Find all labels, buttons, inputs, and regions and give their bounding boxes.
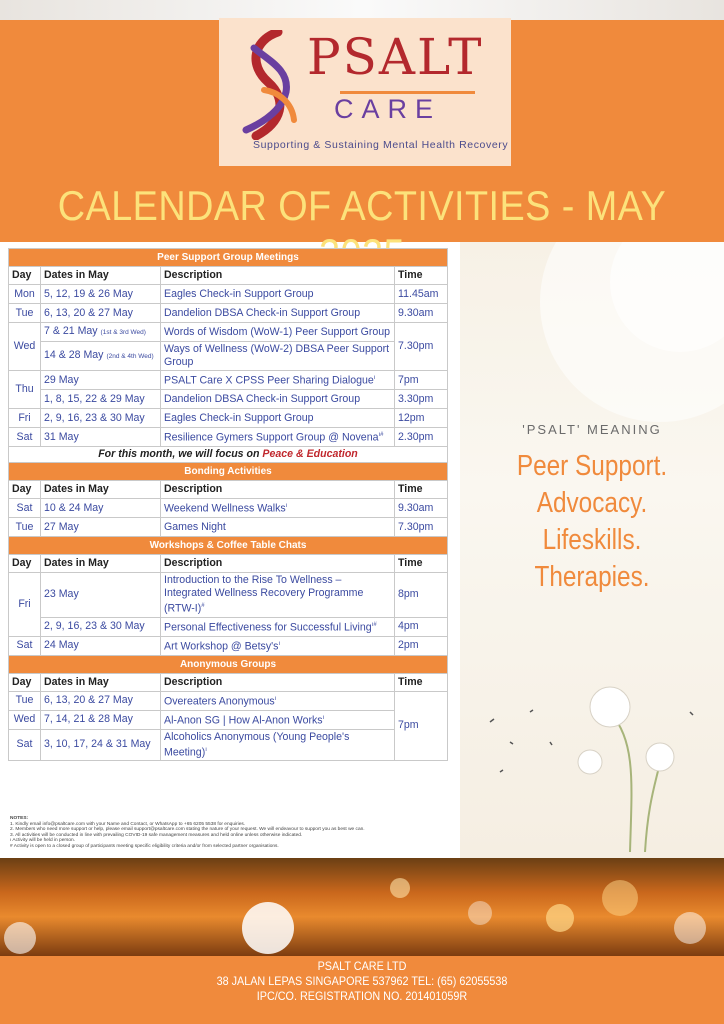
table-row (9, 390, 448, 409)
notes (10, 816, 450, 850)
cell-dates: 31 May (41, 428, 161, 447)
logo-tagline: Supporting & Sustaining Mental Health Recovery (253, 139, 509, 151)
table-row (9, 573, 448, 618)
cell-dates: 2, 9, 16, 23 & 30 May (41, 617, 161, 636)
cell-dates: 27 May (41, 518, 161, 537)
focus-note (9, 447, 448, 463)
desc-text: Al-Anon SG | How Al-Anon Works (164, 714, 323, 727)
cell-time: 8pm (395, 573, 448, 618)
notes-label: NOTES: (10, 816, 29, 821)
cell-day: Fri (9, 409, 41, 428)
cell-desc: Ways of Wellness (WoW-2) DBSA Peer Support Group (161, 342, 395, 371)
cell-time: 2.30pm (395, 428, 448, 447)
cell-dates: 5, 12, 19 & 26 May (41, 285, 161, 304)
cell-time: 7pm (395, 371, 448, 390)
cell-day: Sat (9, 428, 41, 447)
meaning-label: 'PSALT' MEANING (522, 422, 662, 437)
cell-dates: 24 May (41, 636, 161, 655)
meaning-item: Advocacy. (536, 487, 648, 519)
cell-day: Mon (9, 285, 41, 304)
table-row (9, 499, 448, 518)
footnote-mark: ı (205, 746, 207, 753)
desc-text: Art Workshop @ Betsy's (164, 640, 279, 653)
cell-day: Tue (9, 691, 41, 710)
cell-dates: 1, 8, 15, 22 & 29 May (41, 390, 161, 409)
section-title: Bonding Activities (9, 463, 448, 481)
cell-desc: Games Night (161, 518, 395, 537)
cell-day: Wed (9, 710, 41, 729)
cell-desc: Words of Wisdom (WoW-1) Peer Support Group (161, 323, 395, 342)
cell-time: 2pm (395, 636, 448, 655)
col-day: Day (9, 673, 41, 691)
table-row (9, 409, 448, 428)
col-dates: Dates in May (41, 267, 161, 285)
cell-desc (161, 499, 395, 518)
cell-desc (161, 729, 395, 761)
column-header-row (9, 481, 448, 499)
desc-text: Alcoholics Anonymous (Young People's Meeting) (164, 730, 350, 759)
meaning-list (460, 448, 724, 596)
col-dates: Dates in May (41, 673, 161, 691)
section-header (9, 249, 448, 267)
footnote-mark: ı (373, 375, 376, 382)
cell-day: Sat (9, 636, 41, 655)
footnote-mark: ı (274, 695, 277, 702)
psalt-logo-mark-icon (234, 30, 306, 140)
meaning-item: Therapies. (534, 561, 650, 593)
section-title: Workshops & Coffee Table Chats (9, 537, 448, 555)
focus-prefix: For this month, we will focus on (98, 448, 263, 460)
cell-time: 7.30pm (395, 518, 448, 537)
dandelion-field-icon (0, 858, 724, 956)
dates-note: (2nd & 4th Wed) (106, 353, 154, 360)
cell-time: 3.30pm (395, 390, 448, 409)
column-header-row (9, 267, 448, 285)
cell-desc: Eagles Check-in Support Group (161, 409, 395, 428)
section-title: Peer Support Group Meetings (9, 249, 448, 267)
schedule-table (8, 248, 448, 761)
table-row (9, 428, 448, 447)
table-row (9, 691, 448, 710)
col-desc: Description (161, 555, 395, 573)
cell-desc (161, 428, 395, 447)
cell-dates: 10 & 24 May (41, 499, 161, 518)
table-row (9, 518, 448, 537)
cell-dates: 23 May (41, 573, 161, 618)
cell-day: Thu (9, 371, 41, 409)
col-day: Day (9, 555, 41, 573)
footnote-mark: ı (285, 503, 288, 510)
meaning-item: Lifeskills. (542, 524, 642, 556)
cell-dates: 29 May (41, 371, 161, 390)
table-row (9, 371, 448, 390)
section-header (9, 463, 448, 481)
col-time: Time (395, 481, 448, 499)
footnote-mark: ı# (371, 621, 377, 628)
cell-day: Sat (9, 729, 41, 761)
top-band (0, 0, 724, 20)
footnote-mark: # (201, 603, 205, 609)
logo-sub: CARE (334, 94, 442, 124)
cell-day: Wed (9, 323, 41, 371)
cell-day: Fri (9, 573, 41, 637)
cell-time: 4pm (395, 617, 448, 636)
cell-dates (41, 342, 161, 371)
table-row (9, 729, 448, 761)
section-title: Anonymous Groups (9, 655, 448, 673)
cell-dates: 7, 14, 21 & 28 May (41, 710, 161, 729)
cell-dates: 6, 13, 20 & 27 May (41, 691, 161, 710)
cell-time: 9.30am (395, 304, 448, 323)
desc-text: Resilience Gymers Support Group @ Novena (164, 431, 379, 444)
desc-text: Introduction to the Rise To Wellness – Integrated Wellness Recovery Programme (RTW-I) (164, 574, 364, 615)
cell-desc (161, 371, 395, 390)
note-line: 2. Members who need more support or help, please email support@psaltcare.com stating the nature of your request. We will endeavour to support you as best we can. (10, 827, 365, 833)
cell-desc (161, 617, 395, 636)
dates-text: 14 & 28 May (44, 349, 104, 361)
cell-day: Tue (9, 518, 41, 537)
desc-text: PSALT Care X CPSS Peer Sharing Dialogue (164, 374, 374, 387)
focus-row (9, 447, 448, 463)
focus-highlight: Peace & Education (262, 448, 358, 460)
footnote-mark: ı (322, 714, 325, 721)
cell-time: 12pm (395, 409, 448, 428)
footnote-mark: ı# (378, 432, 384, 439)
note-line: ı Activity will be held in person. (10, 838, 76, 844)
col-dates: Dates in May (41, 555, 161, 573)
dates-text: 7 & 21 May (44, 325, 98, 337)
cell-dates: 6, 13, 20 & 27 May (41, 304, 161, 323)
cell-day: Tue (9, 304, 41, 323)
cell-day: Sat (9, 499, 41, 518)
table-row (9, 304, 448, 323)
note-line: 1. Kindly email info@psaltcare.com with your Name and Contact, or WhatsApp to +65 6205 5538 for enquiries. (10, 821, 246, 827)
col-time: Time (395, 267, 448, 285)
logo-name: PSALT (307, 28, 484, 86)
cell-desc (161, 636, 395, 655)
desc-text: Personal Effectiveness for Successful Living (164, 621, 372, 634)
dandelion-photo-strip (0, 858, 724, 956)
cell-time: 7.30pm (395, 323, 448, 371)
cell-desc: Dandelion DBSA Check-in Support Group (161, 304, 395, 323)
schedule-table-wrapper (8, 248, 447, 761)
section-header (9, 537, 448, 555)
footnote-mark: ı (278, 640, 281, 647)
col-dates: Dates in May (41, 481, 161, 499)
footer (0, 956, 724, 1024)
desc-text: Overeaters Anonymous (164, 695, 275, 708)
cell-time: 7pm (395, 691, 448, 761)
col-desc: Description (161, 481, 395, 499)
cell-desc: Eagles Check-in Support Group (161, 285, 395, 304)
table-row (9, 285, 448, 304)
cell-desc (161, 573, 395, 618)
column-header-row (9, 555, 448, 573)
footer-company: PSALT CARE LTD (317, 959, 407, 973)
dates-note: (1st & 3rd Wed) (100, 329, 146, 336)
cell-desc (161, 691, 395, 710)
footer-address: 38 JALAN LEPAS SINGAPORE 537962 TEL: (65) 62055538 (216, 974, 508, 988)
cell-time: 11.45am (395, 285, 448, 304)
col-desc: Description (161, 267, 395, 285)
meaning-item: Peer Support. (516, 450, 668, 482)
table-row (9, 636, 448, 655)
cell-desc (161, 710, 395, 729)
col-day: Day (9, 267, 41, 285)
note-line: 3. All activities will be conducted in line with prevailing COVID-19 safe management measures and held online unless otherwise indicated. (10, 832, 303, 838)
page-title: CALENDAR OF ACTIVITIES - MAY (57, 182, 667, 229)
cell-dates: 3, 10, 17, 24 & 31 May (41, 729, 161, 761)
table-row (9, 323, 448, 342)
note-line: # Activity is open to a closed group of participants meeting specific eligibility criteria and/or from selected partner organisations. (10, 843, 279, 849)
table-row (9, 710, 448, 729)
desc-text: Weekend Wellness Walks (164, 502, 286, 515)
col-time: Time (395, 555, 448, 573)
cell-time: 9.30am (395, 499, 448, 518)
section-header (9, 655, 448, 673)
col-day: Day (9, 481, 41, 499)
cell-dates (41, 323, 161, 342)
col-time: Time (395, 673, 448, 691)
cell-dates: 2, 9, 16, 23 & 30 May (41, 409, 161, 428)
col-desc: Description (161, 673, 395, 691)
table-row (9, 342, 448, 371)
footer-registration: IPC/CO. REGISTRATION NO. 201401059R (256, 989, 468, 1003)
cell-desc: Dandelion DBSA Check-in Support Group (161, 390, 395, 409)
column-header-row (9, 673, 448, 691)
table-row (9, 617, 448, 636)
